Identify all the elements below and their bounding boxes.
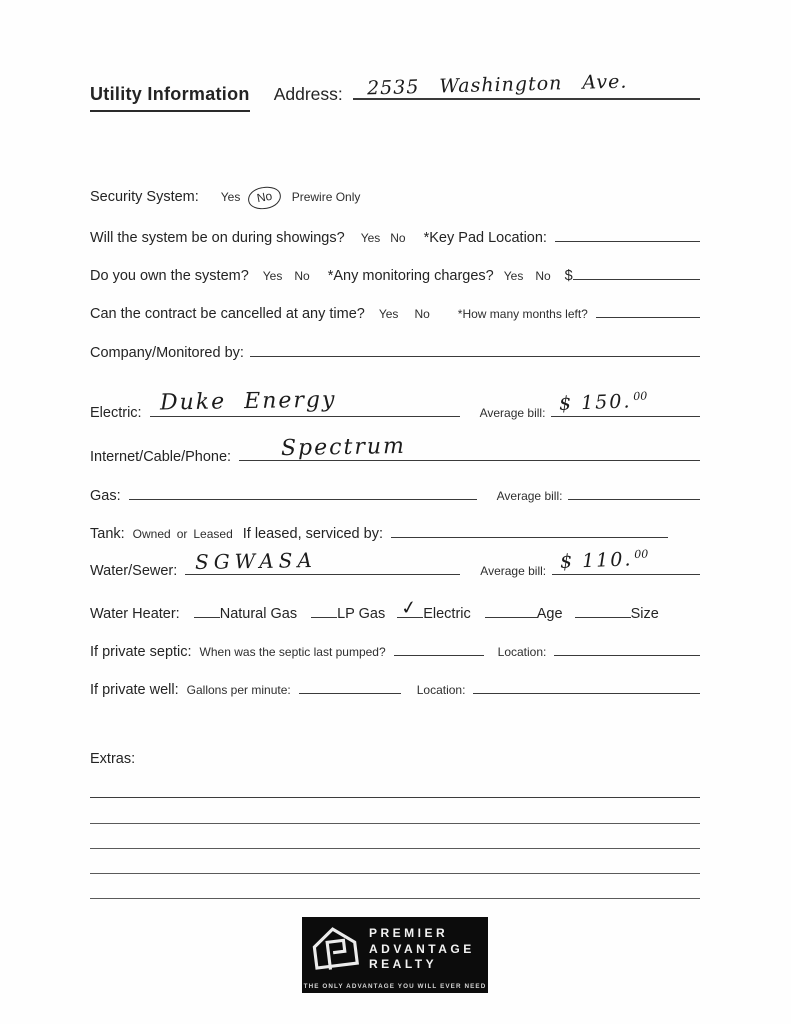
tank-serviced-blank	[391, 521, 668, 538]
security-no-circled	[247, 184, 284, 211]
company-monitored-label: Company/Monitored by:	[90, 345, 244, 361]
water-sewer-value: SGWASA	[195, 547, 318, 575]
address-value: 2535 Washington Ave.	[366, 70, 628, 100]
tank-row	[90, 521, 700, 542]
showings-no-option: No	[390, 231, 406, 245]
own-no-option: No	[294, 269, 310, 283]
tank-owned-option: Owned	[132, 527, 171, 541]
lp-gas-blank	[311, 601, 337, 618]
private-septic-label: If private septic:	[90, 644, 192, 660]
security-prewire-option: Prewire Only	[291, 190, 361, 204]
monitoring-yes-option: Yes	[503, 269, 524, 283]
keypad-location-blank	[555, 225, 700, 242]
extras-line-2	[90, 823, 700, 824]
extras-line-5	[90, 898, 700, 899]
septic-pumped-blank	[394, 639, 484, 656]
septic-pumped-question: When was the septic last pumped?	[199, 645, 386, 659]
address-blank	[353, 72, 700, 100]
electric-avg-cents: 00	[633, 389, 648, 403]
well-gallons-question: Gallons per minute:	[186, 683, 291, 697]
form-title: Utility Information	[90, 84, 250, 112]
cancel-question: Can the contract be cancelled at any time?	[90, 306, 365, 322]
septic-location-blank	[554, 639, 700, 656]
gas-average-bill-label: Average bill:	[496, 489, 563, 503]
gas-row	[90, 483, 700, 504]
house-logo-icon	[307, 922, 362, 975]
internet-row	[90, 433, 700, 465]
electric-row	[90, 387, 700, 421]
water-avg-cents: 00	[634, 547, 649, 561]
security-yes-option: Yes	[220, 190, 241, 204]
electric-average-bill-blank	[551, 389, 700, 417]
address-label: Address:	[273, 84, 343, 104]
water-heater-row	[90, 596, 700, 622]
company-monitored-blank	[250, 340, 700, 357]
own-system-row	[90, 263, 700, 284]
internet-value: Spectrum	[280, 433, 407, 462]
extras-row	[90, 751, 700, 767]
tank-leased-option: Leased	[193, 527, 233, 541]
water-average-bill-blank	[552, 547, 700, 575]
extras-line-1	[90, 797, 700, 798]
heater-size-label: Size	[630, 606, 659, 622]
heater-size-blank	[575, 601, 631, 618]
electric-blank	[150, 387, 460, 417]
form-header	[90, 72, 700, 112]
monitoring-charges-label: *Any monitoring charges?	[327, 268, 494, 284]
showings-question: Will the system be on during showings?	[90, 230, 345, 246]
internet-label: Internet/Cable/Phone:	[90, 449, 232, 465]
tank-or-word: or	[176, 527, 188, 541]
private-septic-row	[90, 639, 700, 660]
extras-label: Extras:	[90, 751, 136, 767]
water-sewer-blank	[185, 547, 460, 575]
monitoring-no-option: No	[535, 269, 551, 283]
well-location-label: Location:	[416, 683, 466, 697]
lp-gas-option: LP Gas	[337, 606, 386, 622]
electric-checkmark: ✓	[399, 596, 419, 621]
tank-serviced-label: If leased, serviced by:	[242, 526, 383, 542]
gas-average-bill-blank	[568, 483, 700, 500]
well-gallons-blank	[299, 677, 401, 694]
water-sewer-row	[90, 547, 700, 579]
heater-age-blank	[485, 601, 537, 618]
keypad-location-label: *Key Pad Location:	[423, 230, 547, 246]
internet-blank	[239, 433, 700, 462]
brand-logo	[302, 917, 488, 993]
own-yes-option: Yes	[262, 269, 283, 283]
natural-gas-option: Natural Gas	[219, 606, 298, 622]
logo-line-premier: PREMIER	[369, 926, 449, 940]
heater-age-label: Age	[536, 606, 563, 622]
electric-value: Duke Energy	[159, 387, 337, 416]
electric-heater-blank	[397, 596, 423, 621]
water-avg-amount: $ 110.	[559, 548, 633, 573]
security-no-option: No	[256, 188, 274, 206]
cancel-contract-row	[90, 301, 700, 322]
showings-row	[90, 225, 700, 246]
septic-location-label: Location:	[497, 645, 547, 659]
extras-line-3	[90, 848, 700, 849]
electric-avg-amount: $ 150.	[559, 390, 633, 415]
security-system-label: Security System:	[90, 189, 199, 205]
electric-heater-option: Electric	[423, 606, 471, 622]
cancel-no-option: No	[414, 307, 430, 321]
logo-tagline: THE ONLY ADVANTAGE YOU WILL EVER NEED	[303, 983, 487, 990]
water-sewer-label: Water/Sewer:	[90, 563, 178, 579]
private-well-row	[90, 677, 700, 698]
extras-line-4	[90, 873, 700, 874]
currency-symbol: $	[564, 268, 573, 284]
monitoring-amount-blank	[573, 263, 700, 280]
electric-average-bill-label: Average bill:	[479, 406, 546, 420]
tank-label: Tank:	[90, 526, 125, 542]
gas-blank	[129, 483, 477, 500]
own-system-question: Do you own the system?	[90, 268, 249, 284]
showings-yes-option: Yes	[360, 231, 381, 245]
months-left-label: *How many months left?	[457, 307, 588, 321]
logo-line-realty: REALTY	[369, 957, 438, 971]
logo-line-advantage: ADVANTAGE	[369, 941, 475, 956]
natural-gas-blank	[194, 601, 220, 618]
private-well-label: If private well:	[90, 682, 179, 698]
well-location-blank	[473, 677, 700, 694]
electric-label: Electric:	[90, 405, 142, 421]
water-average-bill-value	[560, 548, 649, 571]
water-heater-label: Water Heater:	[90, 606, 180, 622]
cancel-yes-option: Yes	[378, 307, 399, 321]
gas-label: Gas:	[90, 488, 121, 504]
company-monitored-row	[90, 340, 700, 361]
water-average-bill-label: Average bill:	[480, 564, 547, 578]
electric-average-bill-value	[559, 390, 648, 413]
logo-wordmark	[369, 926, 475, 973]
security-system-row	[90, 187, 700, 209]
months-left-blank	[596, 301, 700, 318]
